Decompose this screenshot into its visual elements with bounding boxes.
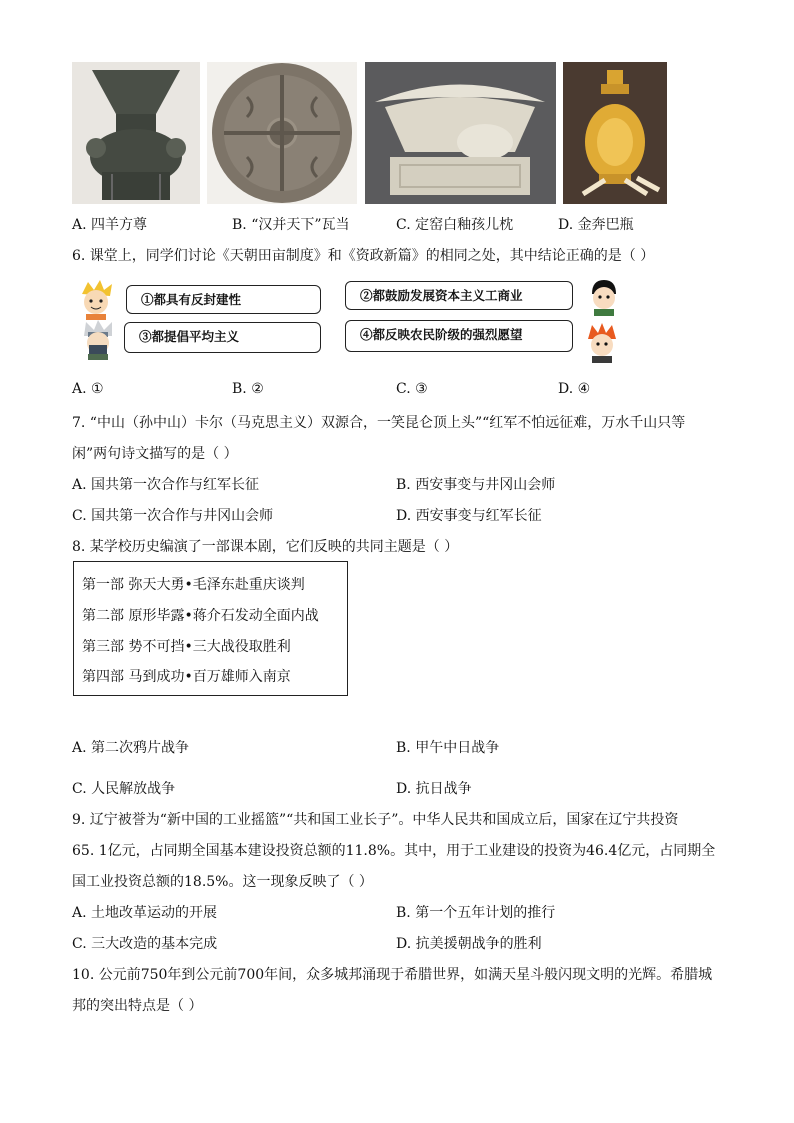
bubble-3: ③都提倡平均主义 bbox=[124, 322, 321, 353]
q8-stem: 8. 某学校历史编演了一部课本剧，它们反映的共同主题是（ ） bbox=[72, 539, 459, 555]
q9-line3: 国工业投资总额的18.5%。这一现象反映了（ ） bbox=[72, 874, 373, 890]
q6-option-d: D. ④ bbox=[558, 381, 591, 397]
bubble-2: ②都鼓励发展资本主义工商业 bbox=[345, 281, 573, 310]
q8-option-d: D. 抗日战争 bbox=[396, 781, 472, 797]
q8-option-b: B. 甲午中日战争 bbox=[396, 740, 500, 756]
q7-option-b: B. 西安事变与井冈山会师 bbox=[396, 477, 556, 493]
q9-line2: 65. 1亿元，占同期全国基本建设投资总额的11.8%。其中，用于工业建设的投资为46.4亿元，占同期全 bbox=[72, 843, 716, 859]
q8-part-4: 第四部 马到成功•百万雄师入南京 bbox=[82, 669, 291, 685]
bubble-1: ①都具有反封建性 bbox=[126, 285, 321, 314]
q8-play-box bbox=[73, 561, 348, 696]
han-tile-image bbox=[207, 62, 357, 204]
q5-option-b: B. “汉并天下”瓦当 bbox=[232, 217, 350, 233]
q7-stem-line2: 闲”两句诗文描写的是（ ） bbox=[72, 446, 238, 462]
q6-option-b: B. ② bbox=[232, 381, 264, 397]
q8-option-c: C. 人民解放战争 bbox=[72, 781, 176, 797]
q5-option-a: A. 四羊方尊 bbox=[72, 217, 148, 233]
q9-option-a: A. 土地改革运动的开展 bbox=[72, 905, 218, 921]
q7-option-c: C. 国共第一次合作与井冈山会师 bbox=[72, 508, 274, 524]
q10-line1: 10. 公元前750年到公元前700年间，众多城邦涌现于希腊世界，如满天星斗般闪现文明的光辉。希腊城 bbox=[72, 967, 713, 983]
q9-option-b: B. 第一个五年计划的推行 bbox=[396, 905, 556, 921]
q9-option-d: D. 抗美援朝战争的胜利 bbox=[396, 936, 542, 952]
student-avatar-3-icon bbox=[584, 276, 624, 316]
q5-option-d: D. 金奔巴瓶 bbox=[558, 217, 634, 233]
q5-option-c: C. 定窑白釉孩儿枕 bbox=[396, 217, 514, 233]
q8-part-2: 第二部 原形毕露•蒋介石发动全面内战 bbox=[82, 608, 319, 624]
four-sheep-zun-image bbox=[72, 62, 200, 204]
q8-part-3: 第三部 势不可挡•三大战役取胜利 bbox=[82, 639, 291, 655]
golden-vase-image bbox=[563, 62, 667, 204]
student-avatar-4-icon bbox=[582, 323, 622, 363]
q6-option-c: C. ③ bbox=[396, 381, 428, 397]
q8-option-a: A. 第二次鸦片战争 bbox=[72, 740, 190, 756]
student-avatar-1-icon bbox=[76, 280, 116, 320]
q9-line1: 9. 辽宁被誉为“新中国的工业摇篮”“共和国工业长子”。中华人民共和国成立后，国家在辽宁共投资 bbox=[72, 812, 679, 828]
q6-option-a: A. ① bbox=[72, 381, 104, 397]
q7-option-a: A. 国共第一次合作与红军长征 bbox=[72, 477, 260, 493]
q10-line2: 邦的突出特点是（ ） bbox=[72, 998, 203, 1014]
ding-pillow-image bbox=[365, 62, 556, 204]
q6-stem: 6. 课堂上，同学们讨论《天朝田亩制度》和《资政新篇》的相同之处，其中结论正确的是（ ） bbox=[72, 248, 655, 264]
q9-option-c: C. 三大改造的基本完成 bbox=[72, 936, 218, 952]
q8-part-1: 第一部 弥天大勇•毛泽东赴重庆谈判 bbox=[82, 577, 305, 593]
q7-option-d: D. 西安事变与红军长征 bbox=[396, 508, 542, 524]
q7-stem-line1: 7. “中山（孙中山）卡尔（马克思主义）双源合，一笑昆仑顶上头”“红军不怕远征难，万水千山只等 bbox=[72, 415, 686, 431]
bubble-4: ④都反映农民阶级的强烈愿望 bbox=[345, 320, 573, 352]
student-avatar-2-icon bbox=[78, 320, 118, 360]
